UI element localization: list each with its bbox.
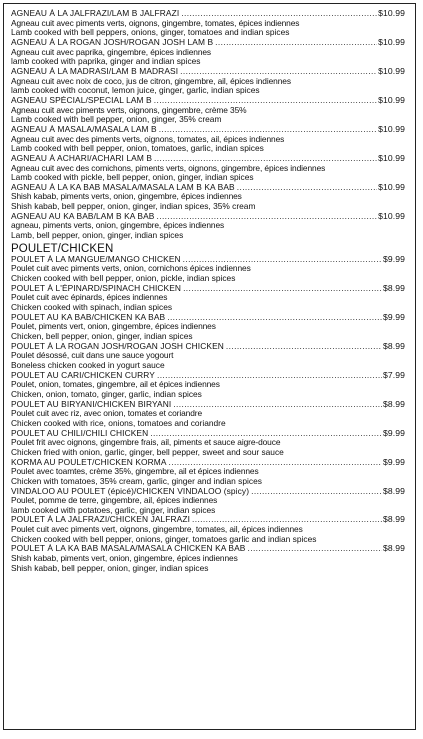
menu-item (11, 125, 405, 154)
menu-item (11, 183, 405, 212)
menu-item-name: KORMA AU POULET/CHICKEN KORMA (11, 457, 167, 467)
menu-item-description-fr: Poulet, piments vert, onion, gingembre, épices indiennes (11, 321, 216, 332)
menu-item-name: AGNEAU À LA KA BAB MASALA/MASALA LAM B KA BAB (11, 182, 235, 192)
menu-item (11, 342, 405, 371)
menu-item-name: AGNEAU SPÉCIAL/SPECIAL LAM B (11, 95, 152, 105)
dot-leader (183, 284, 382, 294)
menu-item-price: $10.99 (378, 181, 405, 192)
menu-item (11, 284, 405, 313)
menu-item-description-fr: agneau, piments verts, onion, gingembre, épices indiennes (11, 220, 225, 231)
menu-item-name: POULET À L'ÉPINARD/SPINACH CHICKEN (11, 283, 182, 293)
menu-item-description-fr: Poulet frit avec oignons, gingembre frais, ail, piments et sauce aigre-douce (11, 437, 281, 448)
menu-item-description-en: Lamb cooked with bell peppers, onions, ginger, tomatoes and indian spices (11, 27, 290, 38)
menu-item (11, 212, 405, 241)
menu-item (11, 154, 405, 183)
menu-item-price: $10.99 (378, 210, 405, 221)
lamb-section (11, 9, 405, 241)
menu-item-price: $10.99 (378, 123, 405, 134)
menu-item-price: $10.99 (378, 152, 405, 163)
menu-item-description-en: Boneless chicken cooked in yogurt sauce (11, 359, 165, 370)
menu-item-name: POULET À LA MANGUE/MANGO CHICKEN (11, 254, 181, 264)
menu-item-description-fr: Poulet cuit avec piments vert, oignons, gingembre, tomates, ail, épices indiennes (11, 524, 303, 535)
menu-item-price: $9.99 (382, 456, 405, 467)
menu-item (11, 9, 405, 38)
menu-item-description-fr: Poulet cuit avec riz, avec onion, tomates et coriandre (11, 408, 203, 419)
menu-item (11, 371, 405, 400)
menu-item-name: AGNEAU AU KA BAB/LAM B KA BAB (11, 211, 155, 221)
menu-item (11, 429, 405, 458)
menu-item-price: $8.99 (382, 340, 405, 351)
dot-leader (215, 38, 377, 48)
dot-leader (226, 342, 382, 352)
menu-item-name: AGNEAU À MASALA/MASALA LAM B (11, 124, 157, 134)
menu-item-description-en: Chicken, onion, tomato, ginger, garlic, indian spices (11, 388, 202, 399)
menu-item-price: $8.99 (382, 485, 405, 496)
menu-item-description-fr: Agneau cuit avec noix de coco, jus de citron, gingembre, ail, épices indiennes (11, 75, 291, 86)
menu-item-price: $10.99 (378, 94, 405, 105)
menu-item-price: $8.99 (382, 543, 405, 554)
menu-item-description-fr: Agneau cuit avec piments verts, oignons, gingembre, crème 35% (11, 104, 247, 115)
menu-item-description-fr: Shish kabab, piments vert, onion, gingembre, épices indiennes (11, 553, 238, 564)
menu-item (11, 458, 405, 487)
menu-item-name: POULET AU KA BAB/CHICKEN KA BAB (11, 312, 166, 322)
menu-item-description-en: Lamb, bell pepper, onion, ginger, indian spices (11, 230, 184, 241)
menu-item-name: POULET AU CARI/CHICKEN CURRY (11, 370, 155, 380)
menu-item-description-fr: Poulet, onion, tomates, gingembre, ail et épices indiennes (11, 379, 220, 390)
menu-item-name: POULET AU BIRYANI/CHICKEN BIRYANI (11, 399, 172, 409)
menu-item-description-fr: Agneau cuit avec piments verts, oignons, gingembre, tomates, épices indiennes (11, 17, 300, 28)
menu-item-description-fr: Poulet, pomme de terre, gingembre, ail, épices indiennes (11, 495, 218, 506)
section-title-chicken: POULET/CHICKEN (11, 242, 114, 255)
menu-item-description-fr: Poulet avec toamtes, crème 35%, gingembre, ail et épices indiennes (11, 466, 259, 477)
menu-item-description-en: lamb cooked with coconut, lemon juice, ginger, garlic, indian spices (11, 85, 260, 96)
menu-item-price: $8.99 (382, 514, 405, 525)
menu-item-description-en: Lamb cooked with bell pepper, onion, ginger, 35% cream (11, 114, 222, 125)
menu-item-description-fr: Poulet cuit avec épinards, épices indiennes (11, 292, 168, 303)
menu-item-name: AGNEAU À LA MADRASI/LAM B MADRASI (11, 66, 179, 76)
menu-item-price: $10.99 (378, 8, 405, 18)
menu-item-name: POULET À LA KA BAB MASALA/MASALA CHICKEN KA BAB (11, 544, 246, 554)
menu-item-description-fr: Poulet désossé, cuit dans une sauce yogourt (11, 350, 174, 361)
chicken-section (11, 243, 405, 574)
menu-item-name: POULET À LA ROGAN JOSH/ROGAN JOSH CHICKEN (11, 341, 224, 351)
menu-item-description-en: Chicken cooked with spinach, indian spices (11, 302, 173, 313)
menu-item (11, 67, 405, 96)
menu-item-description-en: lamb cooked with potatoes, garlic, ginger, indian spices (11, 504, 216, 515)
menu-item-name: AGNEAU À ACHARI/ACHARI LAM B (11, 153, 153, 163)
menu-item-name: POULET À LA JALFRAZI/CHICKEN JALFRAZI (11, 515, 190, 525)
menu-item-price: $8.99 (382, 282, 405, 293)
menu-item-description-en: Chicken cooked with bell pepper, onion, pickle, indian spices (11, 273, 236, 284)
dot-leader (248, 544, 382, 554)
menu-item-price: $9.99 (382, 253, 405, 264)
menu-item-price: $10.99 (378, 65, 405, 76)
menu-item-description-en: Chicken fried with onion, garlic, ginger, bell pepper, sweet and sour sauce (11, 446, 284, 457)
menu-item-description-en: Chicken cooked with rice, onions, tomatoes and coriandre (11, 417, 226, 428)
dot-leader (251, 487, 382, 497)
menu-item-price: $8.99 (382, 398, 405, 409)
menu-item-name: AGNEAU À LA JALFRAZI/LAM B JALFRAZI (11, 9, 180, 18)
menu-item-price: $9.99 (382, 311, 405, 322)
menu-item (11, 487, 405, 516)
menu-item-name: POULET AU CHILI/CHILI CHICKEN (11, 428, 149, 438)
menu-item-description-fr: Shish kabab, piments verts, onion, gingembre, épices indiennes (11, 191, 242, 202)
menu-item-description-en: Chicken, bell pepper, onion, ginger, indian spices (11, 331, 193, 341)
menu-item (11, 313, 405, 342)
menu-item-description-en: Lamb cooked with bell pepper, onion, tomatoes, garlic, indian spices (11, 143, 264, 154)
menu-item-description-en: lamb cooked with paprika, ginger and indian spices (11, 56, 201, 67)
menu-item-description-fr: Agneau cuit avec des piments verts, oignons, tomates, ail, épices indiennes (11, 133, 285, 144)
menu-item-description-en: Lamb cooked with pickle, bell pepper, onion, ginger, indian spices (11, 172, 254, 183)
menu-item-price: $10.99 (378, 36, 405, 47)
menu-item (11, 255, 405, 284)
menu-item-description-fr: Agneau cuit avec des cornichons, piments verts, oignons, gingembre, épices indiennes (11, 162, 326, 173)
menu-item-description-fr: Agneau cuit avec paprika, gingembre, épices indiennes (11, 46, 212, 57)
menu-item-description-en: Chicken with tomatoes, 35% cream, garlic, ginger and indian spices (11, 475, 262, 486)
menu-item-price: $9.99 (382, 427, 405, 438)
menu-item (11, 515, 405, 544)
menu-item-description-en: Shish kabab, bell pepper, onion, ginger, indian spices (11, 562, 209, 573)
menu-item-name: VINDALOO AU POULET (épicé)/CHICKEN VINDALOO (spicy) (11, 486, 250, 496)
menu-item (11, 544, 405, 573)
menu-item (11, 96, 405, 125)
dot-leader (173, 400, 382, 410)
menu-item-name: AGNEAU À LA ROGAN JOSH/ROGAN JOSH LAM B (11, 37, 214, 47)
menu-item-price: $7.99 (382, 369, 405, 380)
menu-item (11, 400, 405, 429)
menu-item-description-fr: Poulet cuit avec piments verts, onion, cornichons épices indiennes (11, 263, 251, 274)
menu-item-description-en: Shish kabab, bell pepper, onion, ginger, indian spices, 35% cream (11, 201, 256, 212)
dot-leader (237, 183, 377, 193)
menu-item-description-en: Chicken cooked with bell pepper, onions, ginger, tomatoes garlic and indian spices (11, 533, 317, 544)
menu-frame (3, 3, 416, 730)
menu-item (11, 38, 405, 67)
